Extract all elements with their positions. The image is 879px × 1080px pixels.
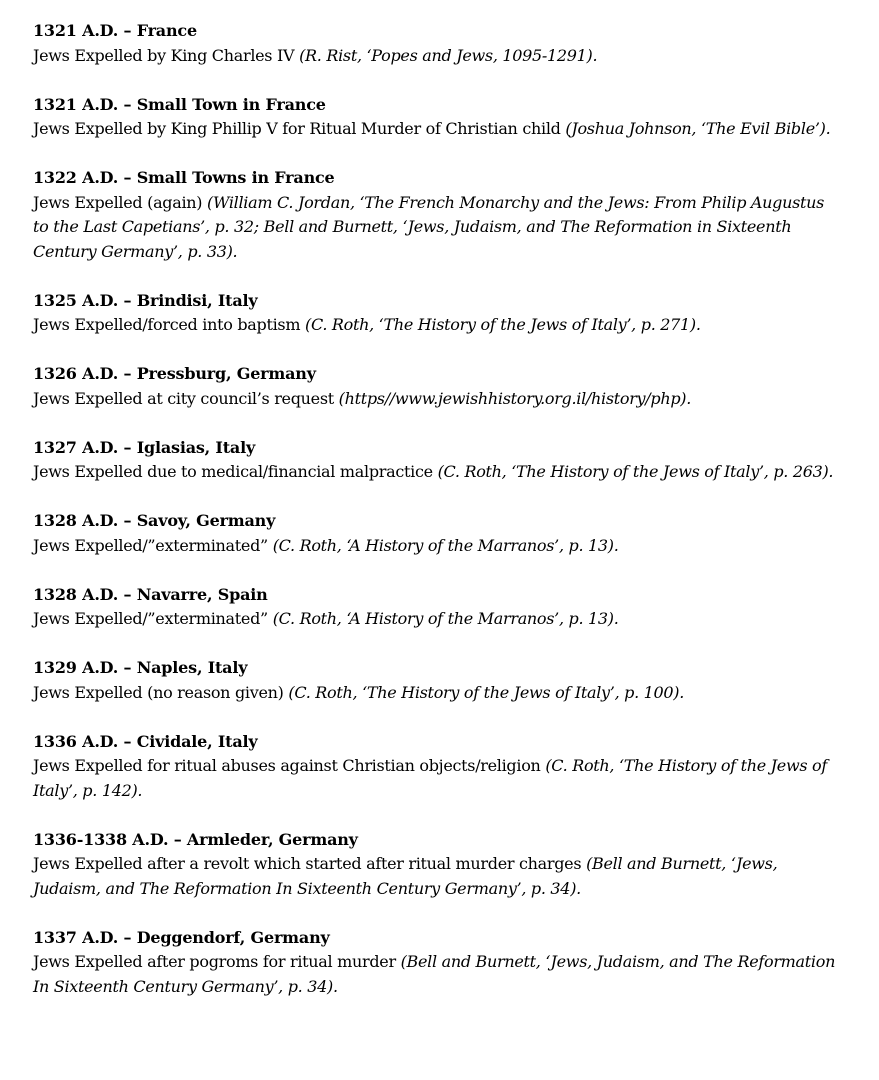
entry-heading: 1336-1338 A.D. – Armleder, Germany	[33, 829, 358, 849]
entry-citation: (https//www.jewishhistory.org.il/history/php).	[338, 388, 691, 408]
entry-text	[33, 754, 843, 803]
entry-citation: (R. Rist, ‘Popes and Jews, 1095-1291).	[299, 45, 598, 65]
entry-text	[33, 191, 843, 265]
expulsion-entry	[33, 730, 843, 804]
entry-description: Jews Expelled by King Phillip V for Ritual Murder of Christian child	[33, 119, 566, 138]
entry-citation: (C. Roth, ‘The History of the Jews of Italy’, p. 263).	[437, 462, 834, 481]
expulsion-entry	[33, 656, 843, 705]
entry-description: Jews Expelled/”exterminated”	[33, 609, 273, 628]
entry-text	[33, 681, 843, 706]
entry-heading: 1336 A.D. – Cividale, Italy	[33, 731, 258, 751]
entry-description: Jews Expelled for ritual abuses against Christian objects/religion	[33, 756, 546, 775]
entry-citation: (C. Roth, ‘The History of the Jews of Italy’, p. 100).	[288, 682, 685, 702]
entry-text	[33, 852, 843, 901]
expulsion-entry	[33, 926, 843, 1000]
entry-heading: 1321 A.D. – France	[33, 21, 197, 40]
entry-description: Jews Expelled after a revolt which started after ritual murder charges	[33, 854, 587, 873]
entry-citation: (C. Roth, ‘The History of the Jews of Italy’, p. 271).	[305, 315, 701, 334]
entry-description: Jews Expelled due to medical/financial malpractice	[33, 462, 438, 481]
entry-heading: 1322 A.D. – Small Towns in France	[33, 168, 335, 187]
entry-description: Jews Expelled after pogroms for ritual murder	[33, 952, 401, 971]
expulsion-entry	[33, 828, 843, 902]
entry-citation: (C. Roth, ‘The History of the Jews of Italy’, p. 142).	[33, 756, 827, 800]
document-body	[33, 19, 843, 1024]
expulsion-entry	[33, 362, 843, 411]
expulsion-entry	[33, 583, 843, 632]
entry-heading: 1328 A.D. – Savoy, Germany	[33, 511, 276, 530]
entry-citation: (Bell and Burnett, ‘Jews, Judaism, and The Reformation In Sixteenth Century Germany’, p. 34).	[33, 854, 778, 898]
expulsion-entry	[33, 436, 843, 485]
entry-description: Jews Expelled by King Charles IV	[33, 45, 300, 65]
entry-description: Jews Expelled/”exterminated”	[33, 535, 273, 555]
entry-text	[33, 534, 843, 559]
entry-text	[33, 950, 843, 999]
entry-citation: (Joshua Johnson, ‘The Evil Bible’).	[565, 119, 831, 138]
entry-text	[33, 117, 843, 142]
entry-description: Jews Expelled (no reason given)	[33, 682, 289, 702]
entry-text	[33, 387, 843, 412]
entry-text	[33, 607, 843, 632]
entry-heading: 1327 A.D. – Iglasias, Italy	[33, 437, 256, 457]
entry-heading: 1321 A.D. – Small Town in France	[33, 94, 326, 114]
entry-text	[33, 44, 843, 69]
entry-citation: (William C. Jordan, ‘The French Monarchy and the Jews: From Philip Augustus to the Last Capetians’, p. 32; Bell and Burnett, ‘Jews, Judaism, and The Reformation in Sixteenth Century Germany’, p. 33).	[33, 192, 825, 261]
expulsion-entry	[33, 509, 843, 558]
entry-heading: 1329 A.D. – Naples, Italy	[33, 658, 248, 677]
expulsion-entry	[33, 289, 843, 338]
entry-citation: (C. Roth, ‘A History of the Marranos’, p. 13).	[272, 535, 619, 555]
expulsion-entry	[33, 93, 843, 142]
expulsion-entry	[33, 19, 843, 68]
entry-description: Jews Expelled/forced into baptism	[33, 315, 305, 334]
entry-heading: 1326 A.D. – Pressburg, Germany	[33, 364, 316, 383]
entry-description: Jews Expelled at city council’s request	[33, 388, 339, 408]
entry-heading: 1337 A.D. – Deggendorf, Germany	[33, 927, 330, 947]
entry-text	[33, 313, 843, 338]
entry-text	[33, 460, 843, 485]
expulsion-entry	[33, 166, 843, 264]
entry-heading: 1328 A.D. – Navarre, Spain	[33, 584, 268, 604]
entry-citation: (C. Roth, ‘A History of the Marranos’, p. 13).	[272, 609, 619, 628]
entry-description: Jews Expelled (again)	[33, 192, 208, 212]
entry-citation: (Bell and Burnett, ‘Jews, Judaism, and The Reformation In Sixteenth Century Germany’, p. 34).	[33, 952, 836, 996]
entry-heading: 1325 A.D. – Brindisi, Italy	[33, 290, 258, 310]
